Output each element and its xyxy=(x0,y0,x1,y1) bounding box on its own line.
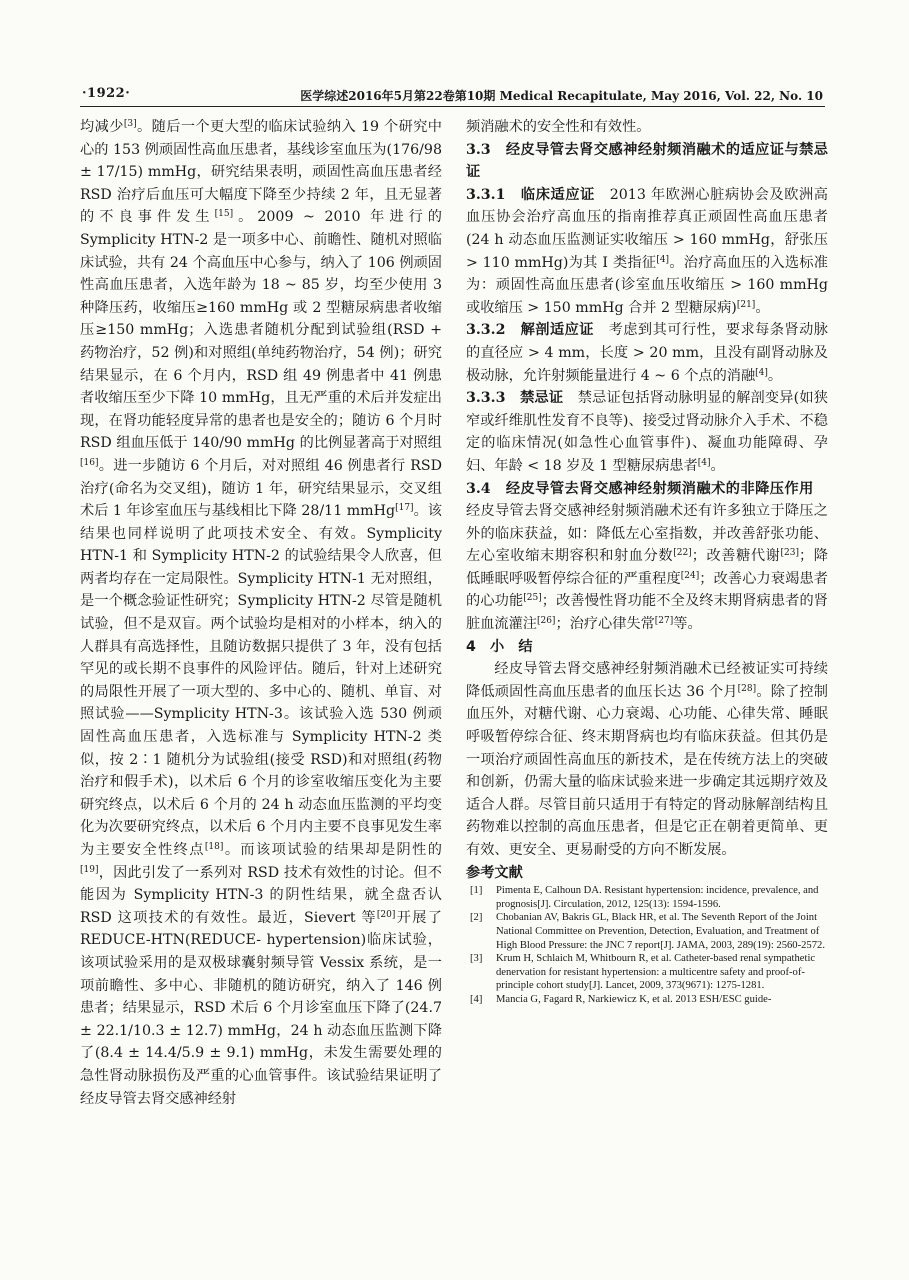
citation: [3] xyxy=(123,119,137,129)
citation: [23] xyxy=(780,548,799,559)
citation: [4] xyxy=(755,367,768,378)
text-span: 禁忌证包括肾动脉明显的解剖变异(如狭窄或纤维肌性发育不良等)、接受过肾动脉介入手术、不稳定的临床情况(如急性心血管事件)、凝血功能障碍、孕妇、年龄 < 18 岁及 1 型糖尿病患者 xyxy=(466,390,828,474)
reference-number: [2] xyxy=(470,912,483,924)
header-rule xyxy=(80,106,825,107)
page-number: ·1922· xyxy=(82,86,131,101)
reference-list xyxy=(466,884,828,1006)
section-3-4 xyxy=(466,478,828,636)
text-span: 经皮导管去肾交感神经射频消融术已经被证实可持续降低顽固性高血压患者的血压长达 36 个月 xyxy=(466,661,828,700)
text-span: 。除了控制血压外，对糖代谢、心力衰竭、心功能、心律失常、睡眠呼吸暂停综合征、终末期肾病也均有临床获益。但其仍是一项治疗顽固性高血压的新技术，是在传统方法上的突破和创新，仍需大量的临床试验来进一步确定其远期疗效及适合人群。尽管目前只适用于有特定的肾动脉解剖结构且药物难以控制的高血压患者，但是它正在朝着更简单、更有效、更安全、更易耐受的方向不断发展。 xyxy=(466,683,828,858)
text-span: ，因此引发了一系列对 RSD 技术有效性的讨论。但不能因为 Symplicity HTN-3 的阴性结果，就全盘否认 RSD 这项技术的有效性。最近，Sievert 等 xyxy=(80,864,442,926)
citation: [24] xyxy=(680,570,700,581)
reference-number: [1] xyxy=(470,885,483,897)
citation: [22] xyxy=(673,548,692,559)
citation: [18] xyxy=(204,842,224,852)
reference-text: Mancia G, Fagard R, Narkiewicz K, et al. 2013 ESH/ESC guide- xyxy=(496,993,772,1005)
citation: [4] xyxy=(697,457,711,468)
section-title: 3.4 经皮导管去肾交感神经射频消融术的非降压作用 xyxy=(466,480,814,497)
journal-header: 医学综述2016年5月第22卷第10期 Medical Recapitulate, May 2016, Vol. 22, No. 10 xyxy=(300,89,823,103)
text-span: ；降低睡眠呼吸暂停综合征的严重程度 xyxy=(466,548,828,587)
right-column xyxy=(466,116,828,1007)
section-heading-3-3: 3.3 经皮导管去肾交感神经射频消融术的适应证与禁忌证 xyxy=(466,141,828,181)
subsection-3-3-3 xyxy=(466,387,828,477)
text-span: 。 xyxy=(767,367,783,384)
text-span: 。进一步随访 6 个月后，对对照组 46 例患者行 RSD 治疗(命名为交叉组)，随访 1 年，研究结果显示，交叉组术后 1 年诊室血压与基线相比下降 28/11 mmHg xyxy=(80,457,442,520)
subsection-3-3-2 xyxy=(466,319,828,387)
reference-text: Pimenta E, Calhoun DA. Resistant hypertension: incidence, prevalence, and prognosis[J]. Circulation, 2012, 125(13): 1594-1596. xyxy=(496,885,819,910)
text-span: 。而该项试验的结果却是阴性的 xyxy=(223,842,442,858)
text-span: ；改善糖代谢 xyxy=(691,548,781,565)
citation: [20] xyxy=(376,909,396,920)
text-span: 。随后一个更大型的临床试验纳入 19 个研究中心的 153 例顽固性高血压患者，基线诊室血压为(176/98 ± 17/15) mmHg，研究结果表明，顽固性高血压患者经 RSD 治疗后血压可大幅度下降至少持续 2 年，且无显著的不良事件发生 xyxy=(80,119,442,226)
text-span: 。该结果也同样说明了此项技术安全、有效。Symplicity HTN-1 和 Symplicity HTN-2 的试验结果令人欣喜，但两者均存在一定局限性。Symplicity HTN-1 无对照组，是一个概念验证性研究；Symplicity HTN-2 尽管是随机试验，但不是双盲。两个试验均是相对的小样本，纳入的人群具有高选择性，且随访数据只提供了 3 年，没有包括罕见的或长期不良事件的风险评估。随后，针对上述研究的局限性开展了一项大型的、多中心的、随机、单盲、对照试验——Symplicity HTN-3。该试验入选 530 例顽固性高血压患者，入选标准与 Symplicity HTN-2 类似，按 2∶1 随机分为试验组(接受 RSD)和对照组(药物治疗和假手术)，以术后 6 个月的诊室收缩压变化为主要研究终点，以术后 6 个月的 24 h 动态血压监测的平均变化为次要研究终点，以术后 6 个月内主要不良事见发生率为主要安全性终点 xyxy=(80,503,442,858)
references-title: 参考文献 xyxy=(466,864,523,881)
reference-item xyxy=(466,993,828,1007)
reference-item xyxy=(466,884,828,911)
subsection-title: 3.3.3 禁忌证 xyxy=(466,390,564,407)
citation: [16] xyxy=(80,457,99,468)
citation: [26] xyxy=(536,616,556,627)
reference-item xyxy=(466,952,828,993)
continued-paragraph: 频消融术的安全性和有效性。 xyxy=(466,119,651,135)
citation: [21] xyxy=(736,299,756,310)
subsection-title: 3.3.2 解剖适应证 xyxy=(466,322,594,339)
citation: [4] xyxy=(656,254,670,265)
citation: [28] xyxy=(737,683,757,694)
reference-number: [4] xyxy=(470,993,483,1005)
text-span: 考虑到其可行性，要求每条肾动脉的直径应 > 4 mm，长度 > 20 mm，且没有副肾动脉及极动脉，允许射频能量进行 4 ~ 6 个点的消融 xyxy=(466,322,828,384)
subsection-3-3-1 xyxy=(466,184,828,320)
text-span: 。2009 ~ 2010 年进行的 Symplicity HTN-2 是一项多中心、前瞻性、随机对照临床试验，共有 24 个高血压中心参与，纳入了 106 例顽固性高血压患者，入选年龄为 18 ~ 85 岁，均至少使用 3 种降压药，收缩压≥160 mmHg 或 2 型糖尿病患者收缩压≥150 mmHg；入选患者随机分配到试验组(RSD + 药物治疗，52 例)和对照组(单纯药物治疗，54 例)；研究结果显示，在 6 个月内，RSD 组 49 例患者中 41 例患者收缩压至少下降 10 mmHg，且无严重的术后并发症出现，在肾功能轻度异常的患者也是安全的；随访 6 个月时 RSD 组血压低于 140/90 mmHg 的比例显著高于对照组 xyxy=(80,209,442,452)
reference-text: Krum H, Schlaich M, Whitbourn R, et al. Catheter-based renal sympathetic denervation for resistant hypertension: a multicentre safety and proof-of-principle cohort study[J]. Lancet, 2009, 373(9671): 1275-1281. xyxy=(496,953,816,992)
subsection-title: 3.3.1 临床适应证 xyxy=(466,186,595,203)
reference-number: [3] xyxy=(470,953,483,965)
text-span: 经皮导管去肾交感神经射频消融术还有许多独立于降压之外的临床获益，如：降低左心室指数，并改善舒张功能、左心室收缩末期容积和射血分数 xyxy=(466,480,828,565)
citation: [15] xyxy=(214,209,234,220)
text-span: 等。 xyxy=(673,616,702,633)
text-span: 开展了 REDUCE-HTN(REDUCE- hypertension)临床试验，该项试验采用的是双极球囊射频导管 Vessix 系统，是一项前瞻性、多中心、非随机的随访研究，纳入了 146 例患者；结果显示，RSD 术后 6 个月诊室血压下降了(24.7 ± 22.1/10.3 ± 12.7) mmHg，24 h 动态血压监测下降了(8.4 ± 14.4/5.9 ± 9.1) mmHg，未发生需要处理的急性肾动脉损伤及严重的心血管事件。该试验结果证明了经皮导管去肾交感神经射 xyxy=(80,909,442,1107)
text-span: 均减少 xyxy=(80,119,124,135)
section-heading-4: 4 小 结 xyxy=(466,638,533,655)
citation: [25] xyxy=(523,593,542,604)
text-span: ；改善慢性肾功能不全及终末期肾病患者的肾脏血流灌注 xyxy=(466,593,828,633)
reference-item xyxy=(466,911,828,952)
summary-paragraph xyxy=(466,658,828,861)
text-span: 2013 年欧洲心脏病协会及欧洲高血压协会治疗高血压的指南推荐真正顽固性高血压患者(24 h 动态血压监测证实收缩压 > 160 mmHg，舒张压 > 110 mmHg)为其 Ⅰ 类指征 xyxy=(466,186,828,271)
citation: [19] xyxy=(80,864,99,875)
text-span: 。 xyxy=(755,299,770,316)
text-span: ；治疗心律失常 xyxy=(555,616,655,633)
text-span: 。 xyxy=(710,457,725,474)
citation: [27] xyxy=(654,616,674,627)
reference-text: Chobanian AV, Bakris GL, Black HR, et al. The Seventh Report of the Joint National Committee on Prevention, Detection, Evaluation, and Treatment of High Blood Pressure: the JNC 7 report[J]. JAMA, 2003, 289(19): 2560-2572. xyxy=(496,912,825,951)
citation: [17] xyxy=(395,503,414,514)
body-paragraph xyxy=(80,116,442,1110)
text-span: 。治疗高血压的入选标准为：顽固性高血压患者(诊室血压收缩压 > 160 mmHg 或收缩压 > 150 mmHg 合并 2 型糖尿病) xyxy=(466,254,828,316)
left-column xyxy=(80,116,442,1110)
text-span: ；改善心力衰竭患者的心功能 xyxy=(466,570,828,610)
